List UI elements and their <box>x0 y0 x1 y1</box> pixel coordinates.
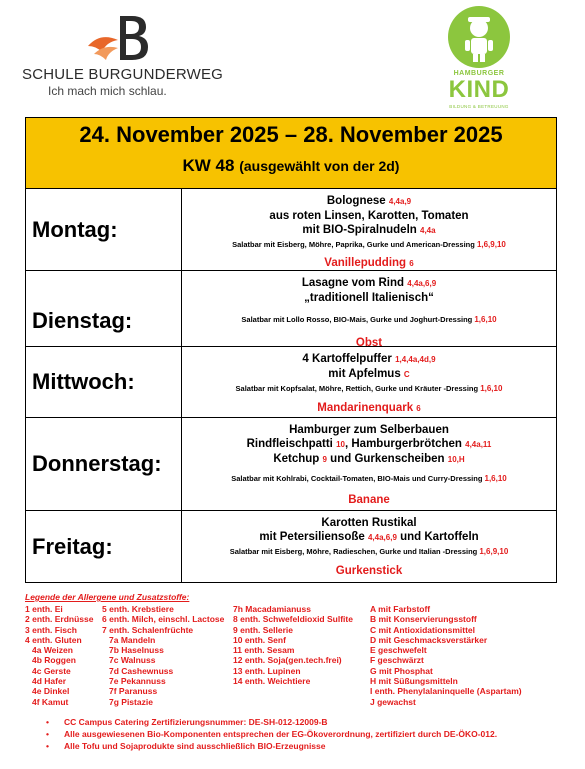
legend-item: 8 enth. Schwefeldioxid Sulfite <box>233 614 353 625</box>
meal-cell <box>182 271 556 349</box>
legend-item: 7 enth. Schalenfrüchte <box>102 624 194 635</box>
salad-bar: Salatbar mit Eisberg, Möhre, Radieschen, Gurke und Italian -Dressing 1,6,9,10 <box>229 547 509 556</box>
dessert: Vanillepudding 6 <box>324 257 414 269</box>
dish-line: Hamburger zum Selberbauen <box>289 424 449 436</box>
dish-line: Bolognese 4,4a,9 <box>326 195 412 207</box>
salad-bar: Salatbar mit Eisberg, Möhre, Paprika, Gurke und American-Dressing 1,6,9,10 <box>232 240 506 249</box>
legend-item: H mit Süßungsmitteln <box>370 676 458 687</box>
legend-item: 7h Macadamianuss <box>233 604 311 614</box>
legend-item: 7d Cashewnuss <box>109 665 174 676</box>
dish-line: mit Apfelmus C <box>328 368 410 380</box>
day-row-mittwoch <box>26 347 556 418</box>
legend-item: 3 enth. Fisch <box>25 624 77 635</box>
dessert: Banane <box>348 494 390 506</box>
meal-cell <box>182 418 556 510</box>
dish-line: Ketchup 9 und Gurkenscheiben 10,H <box>273 453 465 465</box>
calendar-week-number: KW 48 <box>182 156 235 175</box>
legend-item: 13 enth. Lupinen <box>233 665 301 676</box>
meal-cell <box>182 511 556 582</box>
caterer-logo <box>440 6 530 114</box>
legend-item: 7a Mandeln <box>109 634 156 645</box>
legend-item: 1 enth. Ei <box>25 604 63 614</box>
dish-line: Rindfleischpatti 10, Hamburgerbrötchen 4,4a,11 <box>246 438 492 450</box>
meal-cell <box>182 347 556 417</box>
caterer-subtitle: BILDUNG & BETREUUNG <box>449 104 509 109</box>
legend-item: 4f Kamut <box>32 696 69 707</box>
legend-item: D mit Geschmacksverstärker <box>370 634 488 645</box>
week-range: 24. November 2025 – 28. November 2025 <box>79 122 503 147</box>
legend-column-4 <box>370 604 522 707</box>
certification-notes <box>46 716 497 752</box>
legend-item: E geschwefelt <box>370 645 427 656</box>
legend-item: 12 enth. Soja(gen.tech.frei) <box>233 655 342 666</box>
legend-item: A mit Farbstoff <box>370 604 431 614</box>
legend-item: 11 enth. Sesam <box>233 645 295 656</box>
menu-title-band <box>26 118 556 189</box>
day-label: Freitag: <box>26 511 182 582</box>
note-item: • Alle Tofu und Sojaprodukte sind ausschließlich BIO-Erzeugnisse <box>46 740 497 752</box>
calendar-week <box>26 156 556 176</box>
legend-item: 4 enth. Gluten <box>25 634 82 645</box>
salad-bar: Salatbar mit Lollo Rosso, BIO-Mais, Gurke und Joghurt-Dressing 1,6,10 <box>241 315 497 324</box>
school-name: SCHULE BURGUNDERWEG <box>22 66 224 83</box>
note-item: • CC Campus Catering Zertifizierungsnummer: DE-SH-012-12009-B <box>46 716 497 728</box>
school-b-logo-icon <box>80 12 160 64</box>
legend-item: 4b Roggen <box>32 655 76 666</box>
calendar-week-note: (ausgewählt von der 2d) <box>239 158 400 174</box>
dish-line: Karotten Rustikal <box>321 517 417 529</box>
legend-item: 2 enth. Erdnüsse <box>25 614 94 625</box>
note-item: • Alle ausgewiesenen Bio-Komponenten entsprechen der EG-Ökoverordnung, zertifiziert durch DE-ÖKO-012. <box>46 728 497 740</box>
legend-item: 7e Pekannuss <box>109 676 166 687</box>
legend-title: Legende der Allergene und Zusatzstoffe: <box>25 592 190 602</box>
legend-item: F geschwärzt <box>370 655 424 666</box>
legend-item: 4a Weizen <box>32 645 73 656</box>
dish-line: aus roten Linsen, Karotten, Tomaten <box>269 210 469 222</box>
legend-item: J gewachst <box>370 696 416 707</box>
legend-column-3 <box>233 604 353 686</box>
dish-line: mit Petersiliensoße 4,4a,6,9 und Kartoffeln <box>259 531 479 543</box>
legend-item: 5 enth. Krebstiere <box>102 604 174 614</box>
dish-line: 4 Kartoffelpuffer 1,4,4a,4d,9 <box>302 353 436 365</box>
legend-item: 7b Haselnuss <box>109 645 164 656</box>
salad-bar: Salatbar mit Kohlrabi, Cocktail-Tomaten, BIO-Mais und Curry-Dressing 1,6,10 <box>231 474 507 483</box>
legend-item: 7f Paranuss <box>109 686 158 697</box>
legend-item: 9 enth. Sellerie <box>233 624 293 635</box>
legend-item: B mit Konservierungsstoff <box>370 614 477 625</box>
caterer-name-small: HAMBURGER <box>453 70 505 77</box>
legend-column-1 <box>25 604 94 707</box>
legend-item: I enth. Phenylalaninquelle (Aspartam) <box>370 686 522 697</box>
dish-line: mit BIO-Spiralnudeln 4,4a <box>302 224 436 236</box>
day-row-freitag <box>26 511 556 582</box>
legend-item: 6 enth. Milch, einschl. Lactose <box>102 614 225 625</box>
day-label: Donnerstag: <box>26 418 182 510</box>
legend-item: 4c Gerste <box>32 665 71 676</box>
day-label: Mittwoch: <box>26 347 182 417</box>
legend-item: 7c Walnuss <box>109 655 156 666</box>
legend-item: C mit Antioxidationsmittel <box>370 624 475 635</box>
day-label: Montag: <box>26 189 182 270</box>
meal-cell <box>182 189 556 270</box>
legend-item: 10 enth. Senf <box>233 634 286 645</box>
day-label: Dienstag: <box>26 271 182 346</box>
dish-line: „traditionell Italienisch“ <box>304 292 434 304</box>
legend-item: 14 enth. Weichtiere <box>233 676 311 687</box>
dessert: Gurkenstick <box>335 565 403 577</box>
day-row-dienstag <box>26 271 556 347</box>
school-slogan: Ich mach mich schlau. <box>48 84 167 98</box>
weekly-menu-table <box>25 117 557 583</box>
legend-item: G mit Phosphat <box>370 665 433 676</box>
caterer-name-big: KIND <box>448 76 510 103</box>
legend-item: 4d Hafer <box>32 676 67 687</box>
legend-column-2 <box>102 604 224 707</box>
caterer-mascot-icon <box>448 6 510 68</box>
dish-line: Lasagne vom Rind 4,4a,6,9 <box>301 277 437 289</box>
day-row-donnerstag <box>26 418 556 511</box>
allergen-legend <box>25 592 565 707</box>
dessert: Mandarinenquark 6 <box>317 402 421 414</box>
dessert: Obst <box>355 337 383 349</box>
legend-item: 4e Dinkel <box>32 686 70 697</box>
school-logo <box>22 8 232 98</box>
legend-item: 7g Pistazie <box>109 696 153 707</box>
salad-bar: Salatbar mit Kopfsalat, Möhre, Rettich, Gurke und Kräuter -Dressing 1,6,10 <box>235 384 503 393</box>
day-row-montag <box>26 189 556 271</box>
